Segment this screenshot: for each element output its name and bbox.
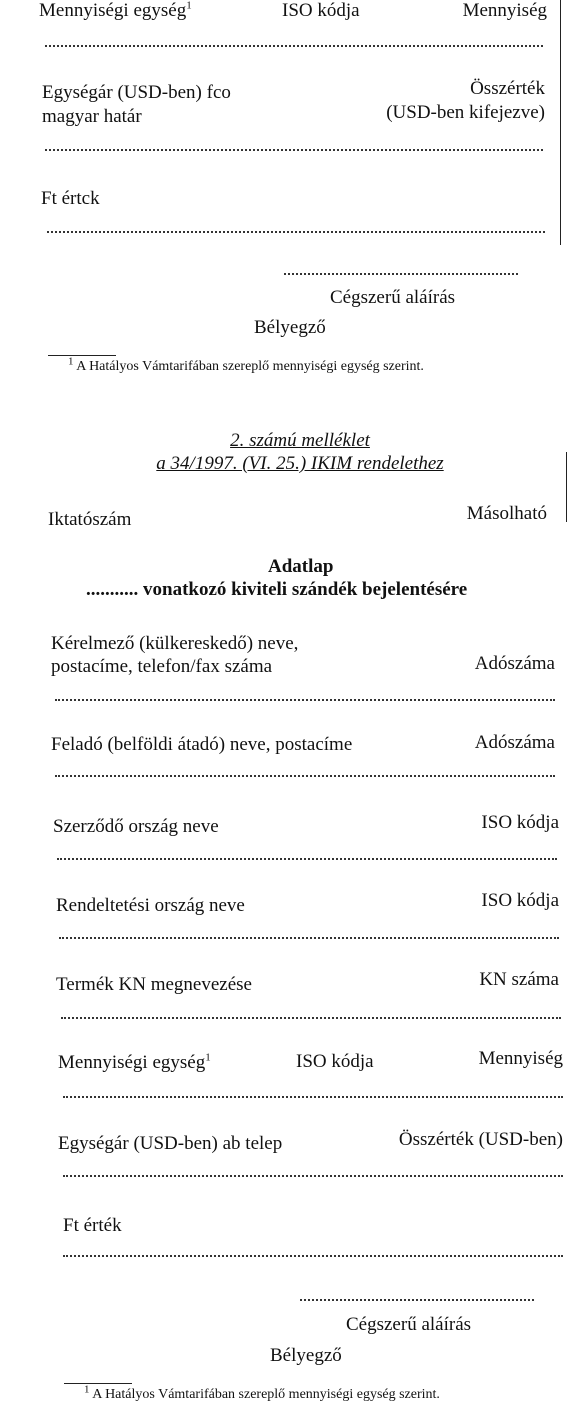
fill-line[interactable] [63, 1252, 563, 1257]
annex-subtitle: a 34/1997. (VI. 25.) IKIM rendelethez [156, 453, 444, 474]
fill-line[interactable] [45, 42, 543, 47]
iso-label: ISO kódja [481, 812, 559, 833]
contract-country-label: Szerződő ország neve [53, 816, 219, 837]
unit-label: Mennyiségi egység$^1$ [39, 0, 192, 21]
annex-title: 2. számú melléklet [230, 430, 370, 451]
stamp-label: Bélyegző [270, 1345, 342, 1366]
iso-label: ISO kódja [481, 890, 559, 911]
footnote-rule [64, 1383, 132, 1384]
product-label: Termék KN megnevezése [56, 974, 252, 995]
signature-line[interactable] [300, 1296, 534, 1301]
fill-line[interactable] [45, 146, 543, 151]
tax-number-label: Adószáma [474, 653, 555, 674]
total-value-label: Összérték (USD-ben) [398, 1129, 563, 1150]
total-value-label-2: (USD-ben kifejezve) [386, 102, 545, 123]
fill-line[interactable] [61, 1014, 561, 1019]
applicant-label: Kérelmező (külkereskedő) neve, [51, 633, 299, 654]
fill-line[interactable] [57, 855, 557, 860]
fill-line[interactable] [55, 696, 555, 701]
tax-number-label: Adószáma [474, 732, 555, 753]
sender-label: Feladó (belföldi átadó) neve, postacíme [51, 734, 353, 755]
quantity-label: Mennyiség [478, 1048, 563, 1069]
fill-line[interactable] [63, 1093, 563, 1098]
signature-label: Cégszerű aláírás [330, 287, 456, 308]
copyable-label: Másolható [466, 503, 547, 524]
iso-label: ISO kódja [296, 1051, 374, 1072]
footnote-mark: 1 [186, 0, 192, 12]
total-value-label: Összérték [470, 78, 545, 99]
signature-label: Cégszerű aláírás [346, 1314, 472, 1335]
footnote: $^1$ A Hatályos Vámtarifában szereplő mennyiségi egység szerint. [68, 355, 424, 374]
footnote-mark: 1 [68, 355, 74, 368]
footnote: $^1$ A Hatályos Vámtarifában szereplő mennyiségi egység szerint. [84, 1383, 440, 1402]
fill-line[interactable] [59, 934, 559, 939]
unit-label: Mennyiségi egység$^1$ [58, 1051, 211, 1073]
unit-price-label-2: magyar határ [42, 106, 142, 127]
unit-price-label: Egységár (USD-ben) ab telep [58, 1133, 283, 1154]
form-subtitle: ........... vonatkozó kiviteli szándék bejelentésére [86, 579, 468, 600]
ft-value-label: Ft értck [41, 188, 100, 209]
destination-country-label: Rendeltetési ország neve [56, 895, 245, 916]
kn-number-label: KN száma [479, 969, 559, 990]
registration-number-label: Iktatószám [48, 509, 132, 530]
applicant-label-2: postacíme, telefon/fax száma [51, 656, 273, 677]
ft-value-label: Ft érték [63, 1215, 122, 1236]
form-title: Adatlap [268, 556, 334, 577]
fill-line[interactable] [63, 1172, 563, 1177]
fill-line[interactable] [47, 228, 545, 233]
unit-price-label: Egységár (USD-ben) fco [42, 82, 231, 103]
form-border [560, 0, 561, 245]
quantity-label: Mennyiség [462, 0, 547, 21]
stamp-label: Bélyegző [254, 317, 326, 338]
footnote-mark: 1 [84, 1383, 90, 1396]
footnote-mark: 1 [205, 1051, 211, 1064]
fill-line[interactable] [55, 772, 555, 777]
iso-label: ISO kódja [282, 0, 360, 21]
footnote-rule [48, 355, 116, 356]
signature-line[interactable] [284, 270, 518, 275]
